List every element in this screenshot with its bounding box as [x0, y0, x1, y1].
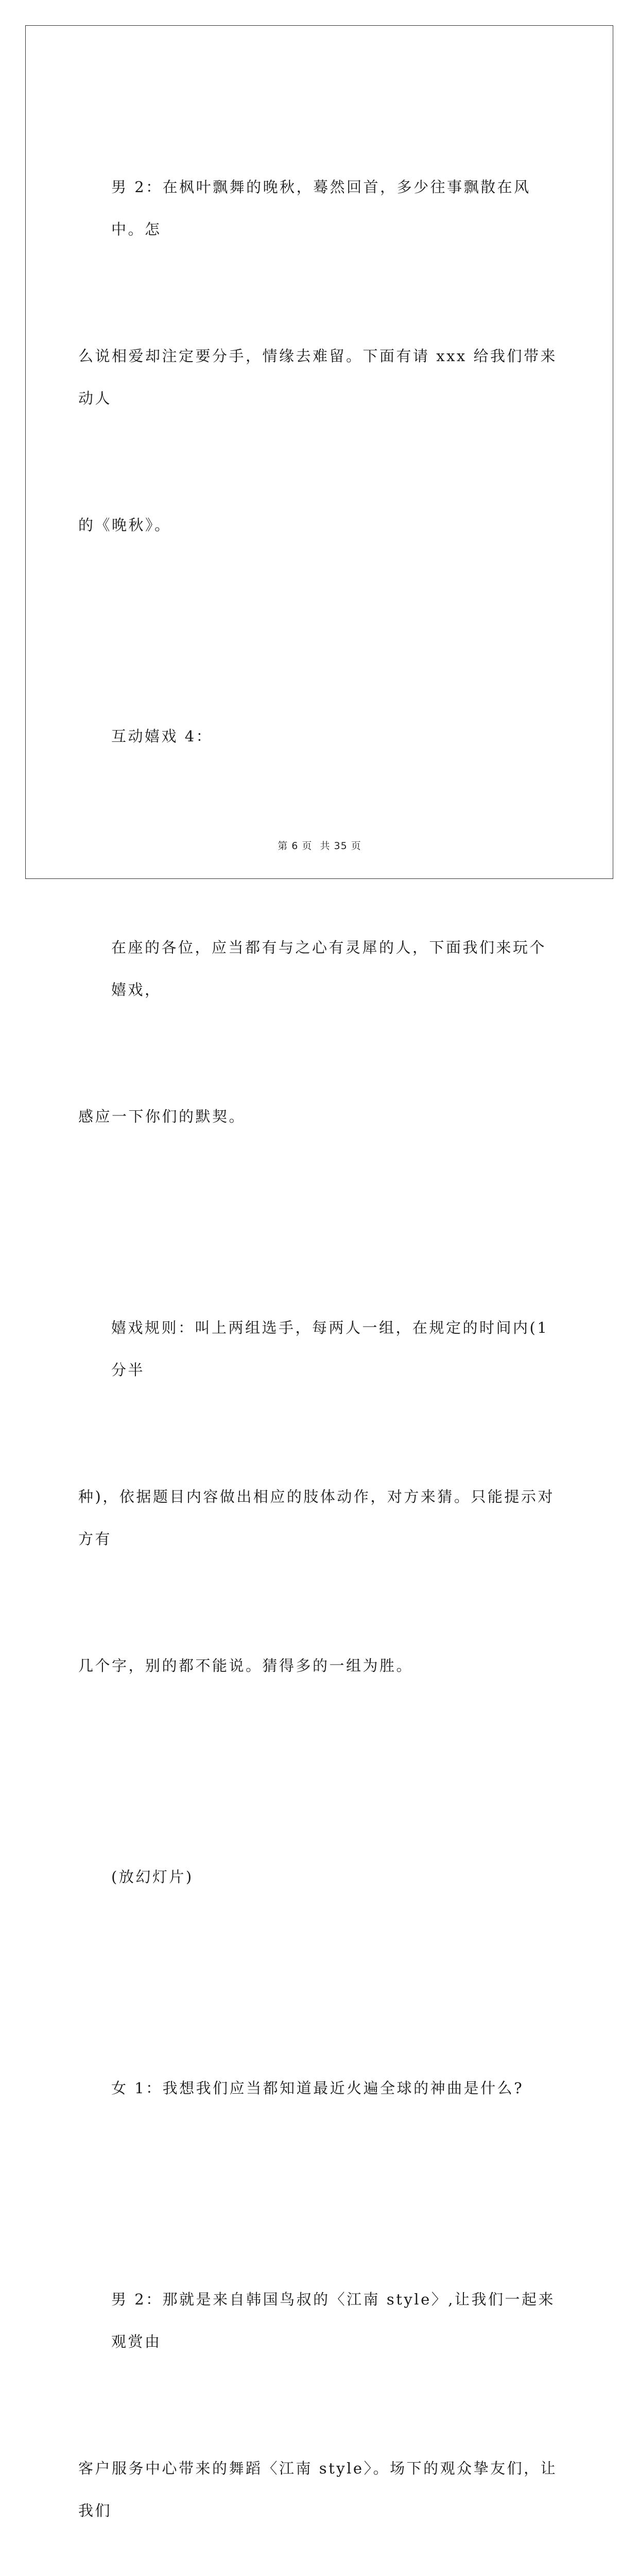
document-body	[78, 81, 562, 2576]
text-line: (放幻灯片)	[111, 1868, 194, 1886]
page-footer	[0, 838, 639, 852]
paragraph-3	[78, 842, 562, 1222]
text-line: 客户服务中心带来的舞蹈〈江南 style〉。场下的观众挚友们，让我们	[78, 2460, 558, 2519]
paragraph-2	[78, 631, 562, 842]
paragraph-4	[78, 1222, 562, 1771]
paragraph-7	[78, 2194, 562, 2576]
text-line: 的《晚秋》。	[78, 516, 171, 534]
paragraph-1	[78, 81, 562, 631]
text-line: 几个字，别的都不能说。猜得多的一组为胜。	[78, 1657, 413, 1674]
text-line: 男 2：那就是来自韩国鸟叔的〈江南 style〉,让我们一起来观赏由	[111, 2291, 555, 2350]
paragraph-6	[78, 1982, 562, 2194]
section-heading: 互动嬉戏 4：	[111, 727, 213, 745]
text-line: 男 2：在枫叶飘舞的晚秋，蓦然回首，多少往事飘散在风中。怎	[111, 178, 531, 238]
text-line: 嬉戏规则：叫上两组选手，每两人一组，在规定的时间内(1 分半	[111, 1319, 555, 1379]
text-line: 种)，依据题目内容做出相应的肢体动作，对方来猜。只能提示对方有	[78, 1488, 555, 1548]
page-number: 第 6 页	[278, 840, 313, 852]
text-line: 么说相爱却注定要分手，情缘去难留。下面有请 xxx 给我们带来动人	[78, 347, 558, 407]
text-line: 感应一下你们的默契。	[78, 1108, 246, 1125]
paragraph-5	[78, 1771, 562, 1982]
text-line: 女 1：我想我们应当都知道最近火遍全球的神曲是什么?	[111, 2079, 524, 2097]
page-total: 共 35 页	[320, 840, 361, 852]
text-line: 在座的各位，应当都有与之心有灵犀的人，下面我们来玩个嬉戏，	[111, 939, 547, 998]
